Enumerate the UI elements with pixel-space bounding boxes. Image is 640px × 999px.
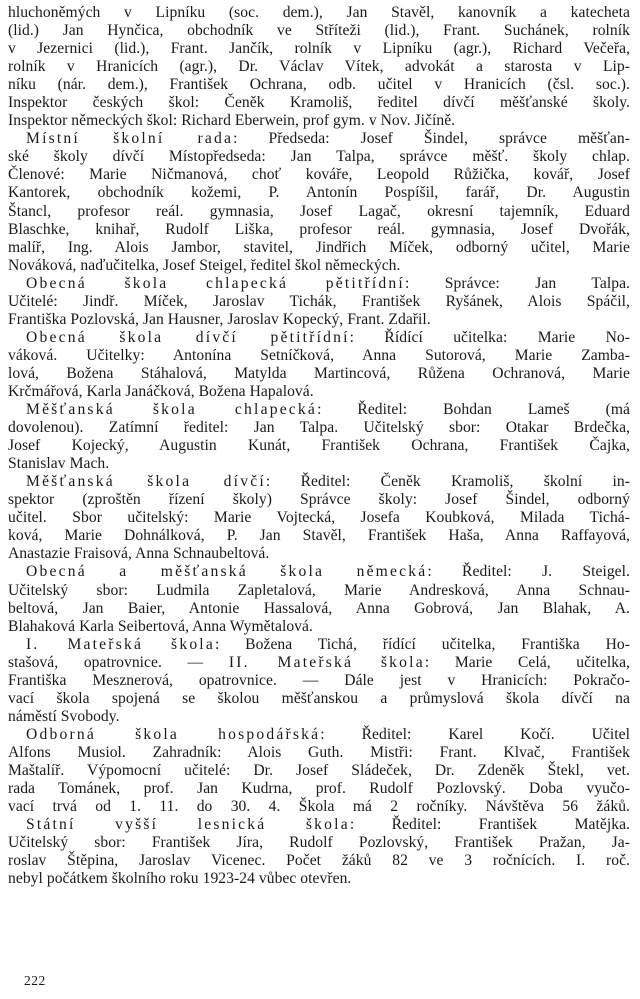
- line-text: hluchoněmých v Lipníku (soc. dem.), Jan Stavěl, kanovník a katecheta: [8, 4, 630, 21]
- text-line: [8, 473, 630, 491]
- text-line: [8, 509, 630, 527]
- text-line: [8, 365, 630, 383]
- line-text: Blaschke, knihař, Rudolf Liška, profesor reál. gymnasia, Josef Dvořák,: [8, 220, 630, 238]
- section-heading: II. Mateřská škola: [228, 653, 425, 671]
- text-line: [8, 780, 630, 798]
- line-text: Nováková, naďučitelka, Josef Steigel, ředitel škol německých.: [8, 256, 401, 274]
- text-line: [8, 852, 630, 870]
- text-line: [8, 76, 630, 94]
- line-text: beltová, Jan Baier, Antonie Hassalová, Anna Gobrová, Jan Blahak, A.: [8, 599, 630, 617]
- text-line: [8, 419, 630, 437]
- line-text: (lid.) Jan Hynčica, obchodník ve Stříteži (lid.), Frant. Suchánek, rolník: [8, 22, 630, 40]
- line-text: Inspektor českých škol: Čeněk Kramoliš, ředitel dívčí měšťanské školy.: [8, 94, 630, 112]
- line-text: stašová, opatrovnice. —: [8, 653, 229, 671]
- text-line: [8, 491, 630, 509]
- text-line: [8, 672, 630, 690]
- line-text: rolník v Hranicích (agr.), Dr. Václav Vítek, advokát a starosta v Lip-: [8, 58, 630, 76]
- text-line: [8, 600, 630, 618]
- text-line: [8, 275, 630, 293]
- section-heading: Měšťanská škola dívčí: [26, 473, 266, 491]
- line-text: dovolenou). Zatímní ředitel: Jan Talpa. Učitelský sbor: Otakar Brdečka,: [8, 419, 630, 437]
- line-text: lová, Božena Stáhalová, Matylda Martincová, Růžena Ochranová, Marie: [8, 364, 630, 382]
- line-text: : Správce: Jan Talpa.: [404, 274, 630, 292]
- line-text: Krčmářová, Karla Janáčková, Božena Hapalová.: [8, 382, 314, 400]
- text-line: [8, 4, 630, 22]
- text-line: [8, 437, 630, 455]
- text-line: [8, 293, 630, 311]
- text-line: [8, 383, 630, 401]
- text-line: [8, 221, 630, 239]
- line-text: Učitelé: Jindř. Míček, Jaroslav Tichák, František Ryšánek, Alois Spáčil,: [8, 292, 630, 310]
- text-line: [8, 130, 630, 148]
- line-text: v Jezernici (lid.), Frant. Jančík, rolník v Lipníku (agr.), Richard Večeřa,: [8, 40, 630, 58]
- text-line: [8, 654, 630, 672]
- line-text: : Ředitel: Bohdan Lameš (má: [317, 401, 630, 419]
- line-text: Františka Pozlovská, Jan Hausner, Jaroslav Kopecký, Frant. Zdařil.: [8, 310, 431, 328]
- line-text: vací trvá od 1. 11. do 30. 4. Škola má 2 ročníky. Návštěva 56 žáků.: [8, 798, 630, 816]
- line-text: Josef Kojecký, Augustin Kunát, František Ochrana, František Čajka,: [8, 437, 630, 455]
- line-text: nebyl počátkem školního roku 1923-24 vůbec otevřen.: [8, 870, 352, 888]
- text-line: [8, 148, 630, 166]
- line-text: Blahaková Karla Seibertová, Anna Wymětalová.: [8, 617, 313, 635]
- text-line: [8, 329, 630, 347]
- section-heading: Obecná škola chlapecká pětitřídní: [26, 274, 405, 292]
- line-text: : Předseda: Josef Šindel, správce měšťan-: [233, 130, 630, 148]
- section-heading: Státní vyšší lesnická škola: [26, 816, 350, 834]
- line-text: ské školy dívčí Místopředseda: Jan Talpa, správce měšť. školy chlap.: [8, 148, 630, 166]
- line-text: Učitelský sbor: František Jíra, Rudolf Pozlovský, František Pražan, Ja-: [8, 834, 630, 852]
- line-text: vací škola spojená se školou měšťanskou a průmyslová škola dívčí na: [8, 689, 630, 707]
- line-text: : Řídící učitelka: Marie No-: [349, 328, 630, 346]
- text-line: [8, 40, 630, 58]
- line-text: malíř, Ing. Alois Jambor, stavitel, Jindřich Míček, odborný učitel, Marie: [8, 238, 630, 256]
- text-line: [8, 527, 630, 545]
- text-line: [8, 582, 630, 600]
- text-line: [8, 455, 630, 473]
- line-text: váková. Učitelky: Antonína Setníčková, Anna Sutorová, Marie Zamba-: [8, 346, 630, 364]
- line-text: spektor (zproštěn řízení školy) Správce školy: Josef Šindel, odborný: [8, 491, 630, 509]
- text-line: [8, 58, 630, 76]
- text-line: [8, 311, 630, 329]
- section-heading: I. Mateřská škola: [26, 635, 215, 653]
- line-text: : Marie Celá, učitelka,: [424, 653, 630, 671]
- line-text: : Ředitel: František Matějka.: [349, 816, 630, 834]
- text-line: [8, 708, 630, 726]
- line-text: Kantorek, obchodník kožemi, P. Antonín Pospíšil, farář, Dr. Augustin: [8, 184, 630, 202]
- section-heading: Měšťanská škola chlapecká: [26, 401, 318, 419]
- text-line: [8, 401, 630, 419]
- line-text: roslav Štěpina, Jaroslav Vicenec. Počet žáků 82 ve 3 ročnících. I. roč.: [8, 852, 630, 870]
- line-text: rada Tománek, prof. Jan Kudrna, prof. Rudolf Pozlovský. Doba vyučo-: [8, 780, 630, 798]
- line-text: Anastazie Fraisová, Anna Schnaubeltová.: [8, 545, 270, 563]
- line-text: : Ředitel: Karel Kočí. Učitel: [320, 725, 631, 743]
- line-text: ková, Marie Dohnálková, P. Jan Stavěl, František Haša, Anna Raffayová,: [8, 527, 630, 545]
- text-line: [8, 870, 630, 888]
- section-heading: Obecná škola dívčí pětitřídní: [26, 328, 350, 346]
- section-heading: Místní školní rada: [26, 130, 234, 148]
- line-text: Inspektor německých škol: Richard Eberwein, prof gym. v Nov. Jičíně.: [8, 112, 456, 130]
- line-text: : Ředitel: J. Steigel.: [427, 563, 630, 581]
- section-heading: Obecná a měšťanská škola německá: [26, 563, 428, 581]
- text-line: [8, 816, 630, 834]
- text-line: [8, 636, 630, 654]
- text-line: [8, 744, 630, 762]
- line-text: Členové: Marie Ničmanová, choť kováře, Leopold Růžička, kovář, Josef: [8, 166, 630, 184]
- line-text: Stanislav Mach.: [8, 455, 110, 473]
- line-text: Alfons Musiol. Zahradník: Alois Guth. Mistři: Frant. Klvač, František: [8, 743, 630, 761]
- document-page: [8, 4, 630, 888]
- line-text: učitel. Sbor učitelský: Marie Vojtecká, Josefa Koubková, Milada Tichá-: [8, 509, 630, 527]
- page-number: 222: [24, 973, 46, 988]
- text-line: [8, 347, 630, 365]
- text-line: [8, 184, 630, 202]
- text-line: [8, 545, 630, 563]
- line-text: níku (nár. dem.), František Ochrana, odb. učitel v Hranicích (čsl. soc.).: [8, 76, 630, 94]
- text-line: [8, 834, 630, 852]
- text-line: [8, 618, 630, 636]
- line-text: Maštalíř. Výpomocní učitelé: Dr. Josef Sládeček, Dr. Zdeněk Štekl, vet.: [8, 761, 630, 779]
- line-text: Františka Mesznerová, opatrovnice. — Dále jest v Hranicích: Pokračo-: [8, 671, 630, 689]
- text-line: [8, 690, 630, 708]
- text-line: [8, 166, 630, 184]
- text-line: [8, 726, 630, 744]
- text-line: [8, 112, 630, 130]
- text-line: [8, 798, 630, 816]
- line-text: : Ředitel: Čeněk Kramoliš, školní in-: [265, 473, 630, 491]
- line-text: Štancl, profesor reál. gymnasia, Josef Lagač, okresní tajemník, Eduard: [8, 202, 630, 220]
- text-line: [8, 239, 630, 257]
- line-text: : Božena Tichá, řídící učitelka, Františka Ho-: [214, 635, 630, 653]
- section-heading: Odborná škola hospodářská: [26, 725, 321, 743]
- text-line: [8, 762, 630, 780]
- text-line: [8, 94, 630, 112]
- text-line: [8, 203, 630, 221]
- text-line: [8, 22, 630, 40]
- line-text: náměstí Svobody.: [8, 707, 120, 725]
- line-text: Učitelský sbor: Ludmila Zapletalová, Marie Andresková, Anna Schnau-: [8, 581, 630, 599]
- text-line: [8, 257, 630, 275]
- text-line: [8, 563, 630, 581]
